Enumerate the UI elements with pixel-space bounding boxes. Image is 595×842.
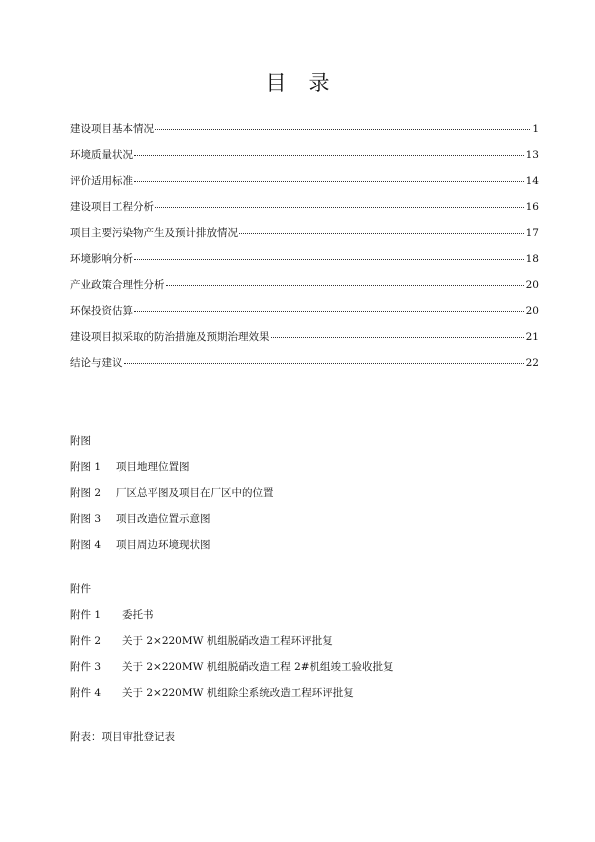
toc-entry-label: 环境影响分析 (70, 253, 133, 265)
attachment-item (70, 608, 540, 634)
toc-entry-label: 建设项目基本情况 (70, 123, 154, 135)
attachments-list (70, 582, 540, 712)
toc-entry-page: 21 (525, 331, 539, 343)
toc-leader-dots (239, 233, 524, 234)
toc-entry-label: 建设项目拟采取的防治措施及预期治理效果 (70, 331, 270, 343)
appendix-table-label: 附表：项目审批登记表 (70, 731, 175, 743)
title-part-1: 目 (265, 71, 287, 95)
toc-leader-dots (134, 259, 524, 260)
figure-item (70, 486, 540, 512)
page-title (0, 70, 595, 96)
figure-item (70, 538, 540, 564)
toc-leader-dots (271, 337, 524, 338)
toc-entry[interactable] (70, 356, 539, 382)
toc-entry[interactable] (70, 330, 539, 356)
attachment-title: 委托书 (122, 609, 154, 621)
toc-entry[interactable] (70, 122, 539, 148)
toc-entry[interactable] (70, 200, 539, 226)
toc-leader-dots (124, 363, 524, 364)
toc-leader-dots (166, 285, 524, 286)
figure-item (70, 460, 540, 486)
attachments-heading: 附件 (70, 583, 91, 595)
figure-number: 附图 2 (70, 487, 102, 499)
figure-title: 项目改造位置示意图 (116, 513, 211, 525)
toc-entry[interactable] (70, 226, 539, 252)
attachment-item (70, 634, 540, 660)
figure-number: 附图 1 (70, 461, 102, 473)
toc-entry-label: 评价适用标准 (70, 175, 133, 187)
attachment-title: 关于 2×220MW 机组除尘系统改造工程环评批复 (122, 687, 354, 699)
figure-title: 项目周边环境现状图 (116, 539, 211, 551)
figure-number: 附图 3 (70, 513, 102, 525)
toc-entry-page: 16 (525, 201, 539, 213)
figure-title: 项目地理位置图 (116, 461, 190, 473)
figure-item (70, 512, 540, 538)
toc-entry-page: 13 (525, 149, 539, 161)
toc-leader-dots (155, 129, 530, 130)
toc-leader-dots (155, 207, 524, 208)
toc-entry-page: 20 (525, 279, 539, 291)
toc-entry-label: 环境质量状况 (70, 149, 133, 161)
toc-entry-page: 22 (525, 357, 539, 369)
toc-entry-page: 17 (525, 227, 539, 239)
attachment-number: 附件 3 (70, 661, 102, 673)
toc-entry[interactable] (70, 304, 539, 330)
attachment-title: 关于 2×220MW 机组脱硝改造工程环评批复 (122, 635, 333, 647)
attachment-title: 关于 2×220MW 机组脱硝改造工程 2#机组竣工验收批复 (122, 661, 394, 673)
toc-entry-page: 1 (532, 123, 539, 135)
toc-entry-label: 产业政策合理性分析 (70, 279, 165, 291)
table-of-contents (70, 122, 539, 382)
appendix-table-note (70, 730, 540, 756)
toc-entry[interactable] (70, 278, 539, 304)
toc-entry-label: 环保投资估算 (70, 305, 133, 317)
figure-number: 附图 4 (70, 539, 102, 551)
attachment-number: 附件 4 (70, 687, 102, 699)
toc-entry[interactable] (70, 148, 539, 174)
attachment-item (70, 660, 540, 686)
toc-entry-page: 20 (525, 305, 539, 317)
toc-leader-dots (134, 181, 524, 182)
toc-leader-dots (134, 155, 524, 156)
toc-entry-label: 结论与建议 (70, 357, 123, 369)
toc-entry[interactable] (70, 252, 539, 278)
figures-list (70, 434, 540, 564)
toc-leader-dots (134, 311, 524, 312)
toc-entry[interactable] (70, 174, 539, 200)
attachment-item (70, 686, 540, 712)
title-part-2: 录 (308, 71, 330, 95)
figures-heading: 附图 (70, 435, 91, 447)
toc-entry-label: 项目主要污染物产生及预计排放情况 (70, 227, 238, 239)
toc-entry-page: 14 (525, 175, 539, 187)
attachment-number: 附件 2 (70, 635, 102, 647)
attachment-number: 附件 1 (70, 609, 102, 621)
toc-entry-label: 建设项目工程分析 (70, 201, 154, 213)
toc-entry-page: 18 (525, 253, 539, 265)
figure-title: 厂区总平图及项目在厂区中的位置 (116, 487, 274, 499)
